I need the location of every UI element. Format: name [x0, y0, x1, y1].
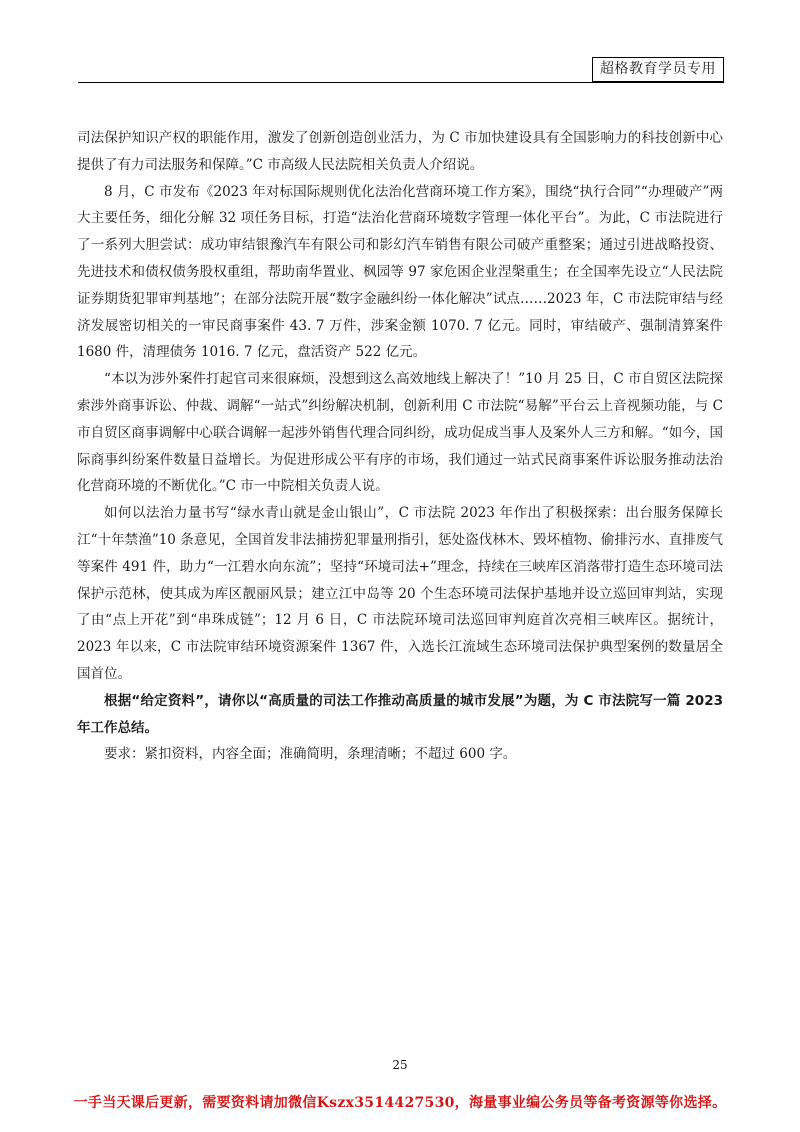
question-prompt: 根据“给定资料”，请你以“高质量的司法工作推动高质量的城市发展”为题，为 C 市法院写一篇 2023 年工作总结。	[77, 692, 723, 736]
paragraph-foreign-cases: “本以为涉外案件打起官司来很麻烦，没想到这么高效地线上解决了！”10 月 25 日，C 市自贸区法院探索涉外商事诉讼、仲裁、调解“一站式”纠纷解决机制，创新利用 C 市法院“易解”平台云上音视频功能，与 C 市自贸区商事调解中心联合调解一起涉外销售代理合同纠纷，成功促成当事人及案外人三方和解。“如今，国际商事纠纷案件数量日益增长。为促进形成公平有序的市场，我们通过一站式民商事案件诉讼服务推动法治化营商环境的不断优化。”C 市一中院相关负责人说。	[77, 371, 723, 495]
footer-note: 一手当天课后更新，需要资料请加微信Kszx3514427530，海量事业编公务员等备考资源等你选择。	[73, 1095, 727, 1111]
header-label: 超格教育学员专用	[592, 57, 724, 82]
header-divider	[78, 82, 724, 83]
paragraph-continuation: 司法保护知识产权的职能作用，激发了创新创造创业活力，为 C 市加快建设具有全国影响力的科技创新中心提供了有力司法服务和保障。”C 市高级人民法院相关负责人介绍说。	[77, 130, 723, 173]
document-body	[77, 125, 723, 768]
paragraph-august-plan: 8 月，C 市发布《2023 年对标国际规则优化法治化营商环境工作方案》，围绕“执行合同”“办理破产”两大主要任务，细化分解 32 项任务目标，打造“法治化营商环境数字管理一体化平台”。为此，C 市法院进行了一系列大胆尝试：成功审结银豫汽车有限公司和影幻汽车销售有限公司破产重整案；通过引进战略投资、先进技术和债权债务股权重组，帮助南华置业、枫园等 97 家危困企业涅槃重生；在全国率先设立“人民法院证券期货犯罪审判基地”；在部分法院开展“数字金融纠纷一体化解决”试点……2023 年，C 市法院审结与经济发展密切相关的一审民商事案件 43. 7 万件，涉案金额 1070. 7 亿元。同时，审结破产、强制清算案件 1680 件，清理债务 1016. 7 亿元，盘活资产 522 亿元。	[77, 183, 723, 361]
paragraph-environment: 如何以法治力量书写“绿水青山就是金山银山”，C 市法院 2023 年作出了积极探索：出台服务保障长江“十年禁渔”10 条意见，全国首发非法捕捞犯罪量刑指引，惩处盗伐林木、毁坏植物、偷排污水、直排废气等案件 491 件，助力“一江碧水向东流”；坚持“环境司法+”理念，持续在三峡库区消落带打造生态环境司法保护示范林，使其成为库区靓丽风景；建立江中岛等 20 个生态环境司法保护基地并设立巡回审判站，实现了由“点上开花”到“串珠成链”；12 月 6 日，C 市法院环境司法巡回审判庭首次亮相三峡库区。据统计，2023 年以来，C 市法院审结环境资源案件 1367 件，入选长江流域生态环境司法保护典型案例的数量居全国首位。	[77, 505, 723, 682]
question-requirements: 要求：紧扣资料，内容全面；准确简明，条理清晰；不超过 600 字。	[104, 746, 517, 763]
page-number: 25	[392, 1058, 408, 1072]
